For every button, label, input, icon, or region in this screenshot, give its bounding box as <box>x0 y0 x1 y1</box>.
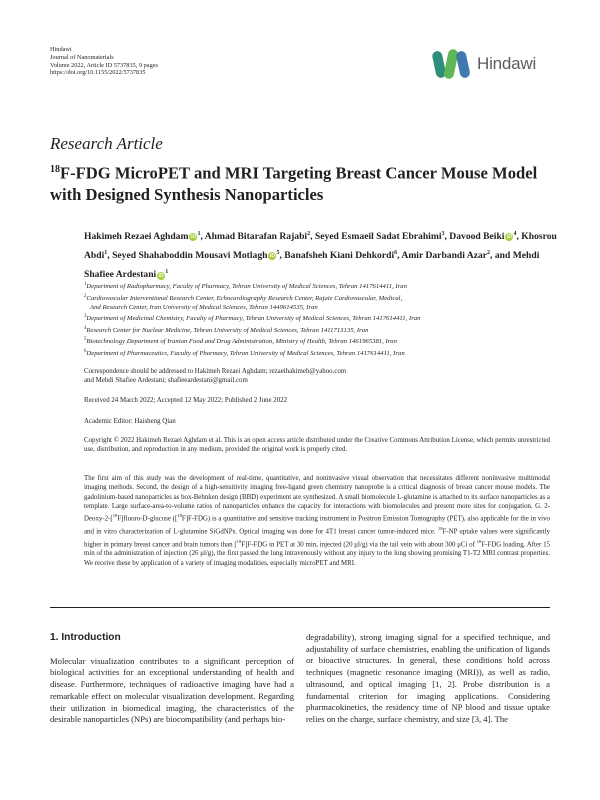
doi-link[interactable]: https://doi.org/10.1155/2022/5737835 <box>50 69 146 77</box>
author-affiliation-number: 6 <box>394 250 398 257</box>
affiliation-list <box>84 280 554 358</box>
affiliation-text: Department of Radiopharmacy, Faculty of Pharmacy, Tehran University of Medical Sciences, Tehran 1417614411, Iran <box>86 283 407 291</box>
author-name[interactable]: Mehdi Shafiee Ardestani <box>84 250 540 281</box>
academic-editor: Academic Editor: Haisheng Qian <box>84 418 176 425</box>
abstract <box>84 474 550 568</box>
journal-name: Journal of Nanomaterials <box>50 53 114 61</box>
copyright-notice: Copyright © 2022 Hakimeh Rezaei Aghdam et al. This is an open access article distributed under the Creative Commons Attribution License, which permits unrestricted use, distribution, and reproduction in any medium, provided the original work is properly cited. <box>84 437 550 454</box>
affiliation-item <box>84 312 554 324</box>
title-isotope: 18 <box>50 164 60 175</box>
abstract-sup: 18 <box>112 513 118 519</box>
author-affiliation-number: 1 <box>197 231 201 237</box>
correspondence-line-2: and Mehdi Shafiee Ardestani; shafieeardestani@gmail.com <box>84 377 248 385</box>
abstract-sup: 18 <box>236 538 242 544</box>
abstract-sup: 18 <box>177 513 182 519</box>
author-name[interactable]: Ahmad Bitarafan Rajabi <box>204 231 308 243</box>
affiliation-text: Department of Pharmaceutics, Faculty of Pharmacy, Tehran University of Medical Sciences, Tehran 1417614411, Iran <box>86 350 405 358</box>
affiliation-number: 6 <box>84 348 87 354</box>
publisher-name: Hindawi <box>50 46 72 53</box>
affiliation-item <box>84 292 554 304</box>
correspondence-line-1: Correspondence should be addressed to Hakimeh Rezaei Aghdam; rezaeihakimeh@yahoo.com <box>84 368 347 375</box>
publication-dates: Received 24 March 2022; Accepted 12 May 2022; Published 2 June 2022 <box>84 397 288 404</box>
orcid-icon[interactable]: iD <box>158 272 164 279</box>
affiliation-number: 2 <box>84 293 87 299</box>
affiliation-item <box>84 324 554 336</box>
abstract-text: F]F-FDG) is a quantitative and sensitive tracking instrument in Positron Emission Tomography (PET), also applicable for the in vivo and in vitro characterization of L-glutamine SiGdNPs. Optical imaging was done for 4T1 breast cancer tumor-induced mice. <box>84 515 550 536</box>
affiliation-text: Cardiovascular Interventional Research Center, Echocardiography Research Center, Rajaie Cardiovascular, Medical, <box>86 294 403 302</box>
affiliation-number: 5 <box>84 337 87 343</box>
author-affiliation-number: 1 <box>104 250 108 257</box>
hindawi-logo[interactable] <box>432 47 536 81</box>
article-type: Research Article <box>50 134 163 153</box>
abstract-text: F]F-FDG in PET at 30 min, injected (20 μl/g) via the tail vein with about 300 μCi of <box>241 540 477 548</box>
author-affiliation-number: 4 <box>513 231 517 237</box>
abstract-text: The first aim of this study was the development of real-time, quantitative, and noninvasive visual observation that necessitates different noninvasive multimodal imaging methods. Second, the design of a high-sensitivity imaging free-ligand green chemistry nanoprobe is a critical diagnosis of breast cancer mouse models. The gadolinium-based nanoparticles as box-Behnken design (BBD) experiment are synthesized. A small biomolecule L-glutamine is attached to its surface nanoparticles as a template. Large surface-area-to-volume ratios of nanoparticles enhance the capacity for interactions with biomolecules and present more sites for conjugation. G. 2-Deoxy-2-[ <box>84 475 550 523</box>
affiliation-text: Research Center for Nuclear Medicine, Tehran University of Medical Sciences, Tehran 1411713135, Iran <box>86 327 369 335</box>
author-name[interactable]: Seyed Shahaboddin Mousavi Motlagh <box>112 250 268 262</box>
introduction-paragraph-continued: degradability), strong imaging signal for a specified technique, and adjustability of surface chemistries, enabling the unification of ligands or bioactive structures. In general, these conditions hold across techniques (magnetic resonance imaging (MRI)), as well as radio, ultrasound, and optical imaging [1, 2]. Probe distribution is a fundamental criterion for imaging applications. Considering pharmacokinetics, the residency time of NP blood and tissue uptake relies on the charge, surface chemistry, and size [3, 4]. The <box>306 632 550 724</box>
introduction-paragraph: Molecular visualization contributes to a significant perception of biological activities for an exceptional understanding of health and disease. Furthermore, techniques of radioactive imaging have had a remarkable effect on molecular visualization development. Regarding their utilization in biomedical imaging, the characteristics of the desirable nanoparticles (NPs) are biocompatibility (and perhaps bio- <box>50 655 294 725</box>
affiliation-number: 4 <box>84 325 87 331</box>
introduction-heading: 1. Introduction <box>50 632 121 643</box>
abstract-text: F-FDG loading. After 15 min of the administration of injection (26 μl/g), the first passed the lung intravenously without any injury to the lung showing promising T1-T2 MRI contrast properties. We receive these by application of a variety of imaging modalities, especially microPET and MRI. <box>84 540 550 567</box>
affiliation-text: And Research Center, Iran University of Medical Sciences, Tehran 1449614535, Iran <box>90 304 318 312</box>
affiliation-item <box>84 280 554 292</box>
logo-text: Hindawi <box>477 54 537 73</box>
author-affiliation-number: 5 <box>276 250 280 257</box>
abstract-text: F]fluoro-D-glucose ([ <box>117 515 178 523</box>
author-name[interactable]: Amir Darbandi Azar <box>401 250 488 262</box>
affiliation-number: 3 <box>84 314 87 320</box>
orcid-icon[interactable]: iD <box>506 234 512 241</box>
abstract-sup: 18 <box>437 526 443 532</box>
affiliation-item <box>84 303 554 312</box>
correspondence <box>84 367 544 386</box>
hindawi-logo-icon <box>432 47 472 81</box>
author-name[interactable]: Seyed Esmaeil Sadat Ebrahimi <box>314 231 442 243</box>
body-column-left <box>50 632 294 726</box>
section-divider <box>50 607 550 608</box>
affiliation-text: Biotechnology Department of Iranian Food and Drug Administration, Ministry of Health, Tehran 1461965381, Iran <box>86 338 397 346</box>
title-text: F-FDG MicroPET and MRI Targeting Breast Cancer Mouse Model with Designed Synthesis Nanoparticles <box>50 163 538 204</box>
affiliation-item <box>84 347 554 359</box>
author-affiliation-number: 2 <box>487 250 491 257</box>
affiliation-number: 1 <box>84 282 87 287</box>
volume-info: Volume 2022, Article ID 5737835, 9 pages <box>50 61 158 69</box>
article-title <box>50 159 550 205</box>
author-name[interactable]: Davood Beiki <box>449 231 505 243</box>
affiliation-item <box>84 335 554 347</box>
orcid-icon[interactable]: iD <box>190 234 196 241</box>
abstract-text: F-NP uptake values were significantly higher in primary breast cancer and brain tumors than [ <box>84 528 551 548</box>
author-name[interactable]: Khosrou Abdi <box>84 231 557 262</box>
affiliation-text: Department of Medicinal Chemistry, Faculty of Pharmacy, Tehran University of Medical Sciences, Tehran 1417614411, Iran <box>86 315 421 323</box>
orcid-icon[interactable]: iD <box>269 253 275 260</box>
author-list: Hakimeh Rezaei Aghdam $iD^1$, Ahmad Bitarafan Rajabi$^2$, Seyed Esmaeil Sadat Ebrahimi$^3$, Davood Beiki $iD^4$, Khosrou Abdi$^1$, Seyed Shahaboddin Mousavi Motlagh $iD^5$, Banafsheh Kiani Dehkordi$^6$, Amir Darbandi Azar$^2$, and Mehdi Shafiee Ardestani $iD^1$ <box>84 231 557 281</box>
author-name[interactable]: Banafsheh Kiani Dehkordi <box>284 250 395 262</box>
abstract-sup: 18 <box>476 538 482 544</box>
author-affiliation-number: 1 <box>165 269 169 276</box>
author-name[interactable]: Hakimeh Rezaei Aghdam <box>84 231 189 243</box>
author-affiliation-number: 3 <box>441 231 445 237</box>
journal-info <box>50 46 158 77</box>
body-column-right <box>306 632 550 726</box>
author-affiliation-number: 2 <box>307 231 311 237</box>
